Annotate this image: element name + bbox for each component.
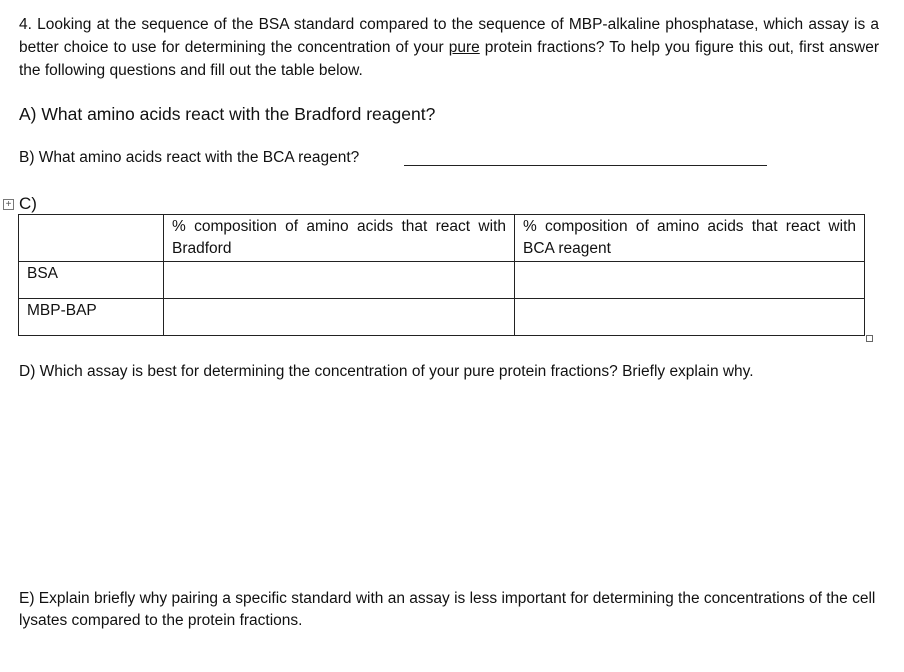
composition-table <box>18 214 865 336</box>
question-4-text-end: protein fractions? To help you figure this out, first answer the following questions and fill out the table below. <box>19 39 879 79</box>
table-header-blank-cell[interactable] <box>19 215 164 262</box>
question-4 <box>19 13 879 82</box>
table-cell-bsa-bradford[interactable] <box>164 262 515 299</box>
table-header-row <box>19 215 865 262</box>
table-cell-mbp-bap-bca[interactable] <box>515 299 865 336</box>
question-a: A) What amino acids react with the Bradford reagent? <box>19 104 436 124</box>
answer-blank-line-b[interactable] <box>404 165 767 166</box>
question-b: B) What amino acids react with the BCA reagent? <box>19 149 360 166</box>
table-row-label-bsa[interactable]: BSA <box>19 262 164 299</box>
table-row-label-mbp-bap[interactable]: MBP-BAP <box>19 299 164 336</box>
question-4-text-start: 4. Looking at the sequence of the BSA standard compared to the sequence of MBP-alkaline phosphatase, which assay is a better choice to use for determining the concentration of your <box>19 16 879 56</box>
table-header-bradford[interactable]: % composition of amino acids that react with Bradford <box>164 215 515 262</box>
question-4-underlined-word: pure <box>448 39 480 56</box>
table-move-handle-icon[interactable]: + <box>3 199 14 210</box>
table-resize-handle-icon[interactable] <box>866 335 873 342</box>
table-row <box>19 262 865 299</box>
table-cell-mbp-bap-bradford[interactable] <box>164 299 515 336</box>
question-c-label: C) <box>19 194 37 213</box>
question-d: D) Which assay is best for determining the concentration of your pure protein fractions? Briefly explain why. <box>19 363 754 380</box>
table-cell-bsa-bca[interactable] <box>515 262 865 299</box>
table-row <box>19 299 865 336</box>
table-header-bca[interactable]: % composition of amino acids that react with BCA reagent <box>515 215 865 262</box>
question-e: E) Explain briefly why pairing a specific standard with an assay is less important for determining the concentrations of the cell lysates compared to the protein fractions. <box>19 590 876 629</box>
